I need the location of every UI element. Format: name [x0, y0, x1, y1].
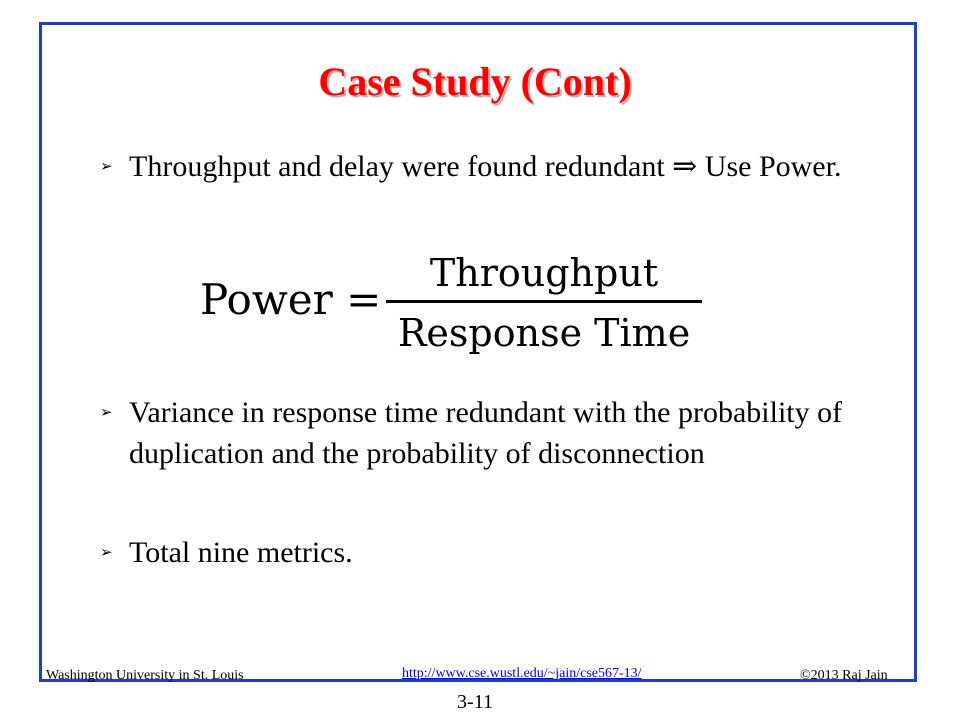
- formula-denominator: Response Time: [397, 311, 691, 355]
- bullet-arrow-icon: ➢: [100, 543, 113, 561]
- formula-lhs: Power =: [200, 275, 382, 324]
- bullet-item: [100, 392, 860, 474]
- slide-title: Case Study (Cont): [318, 59, 632, 104]
- bullet-item: [100, 532, 860, 573]
- formula-numerator: Throughput: [429, 251, 659, 295]
- footer-institution: Washington University in St. Louis: [46, 668, 244, 683]
- bullet-text: Total nine metrics.: [129, 536, 353, 569]
- bullet-text: Variance in response time redundant with the probability of duplication and the probability of disconnection: [129, 396, 843, 470]
- footer-url-link[interactable]: http://www.cse.wustl.edu/~jain/cse567-13/: [402, 666, 642, 681]
- page-number: 3-11: [457, 691, 493, 713]
- fraction-bar: [386, 300, 702, 303]
- formula-fraction: [386, 250, 702, 360]
- bullet-item: [100, 146, 860, 187]
- bullet-arrow-icon: ➢: [100, 157, 113, 175]
- footer-copyright: ©2013 Raj Jain: [800, 668, 888, 683]
- bullet-arrow-icon: ➢: [100, 403, 113, 421]
- bullet-text: Throughput and delay were found redundant ⇒ Use Power.: [129, 150, 842, 183]
